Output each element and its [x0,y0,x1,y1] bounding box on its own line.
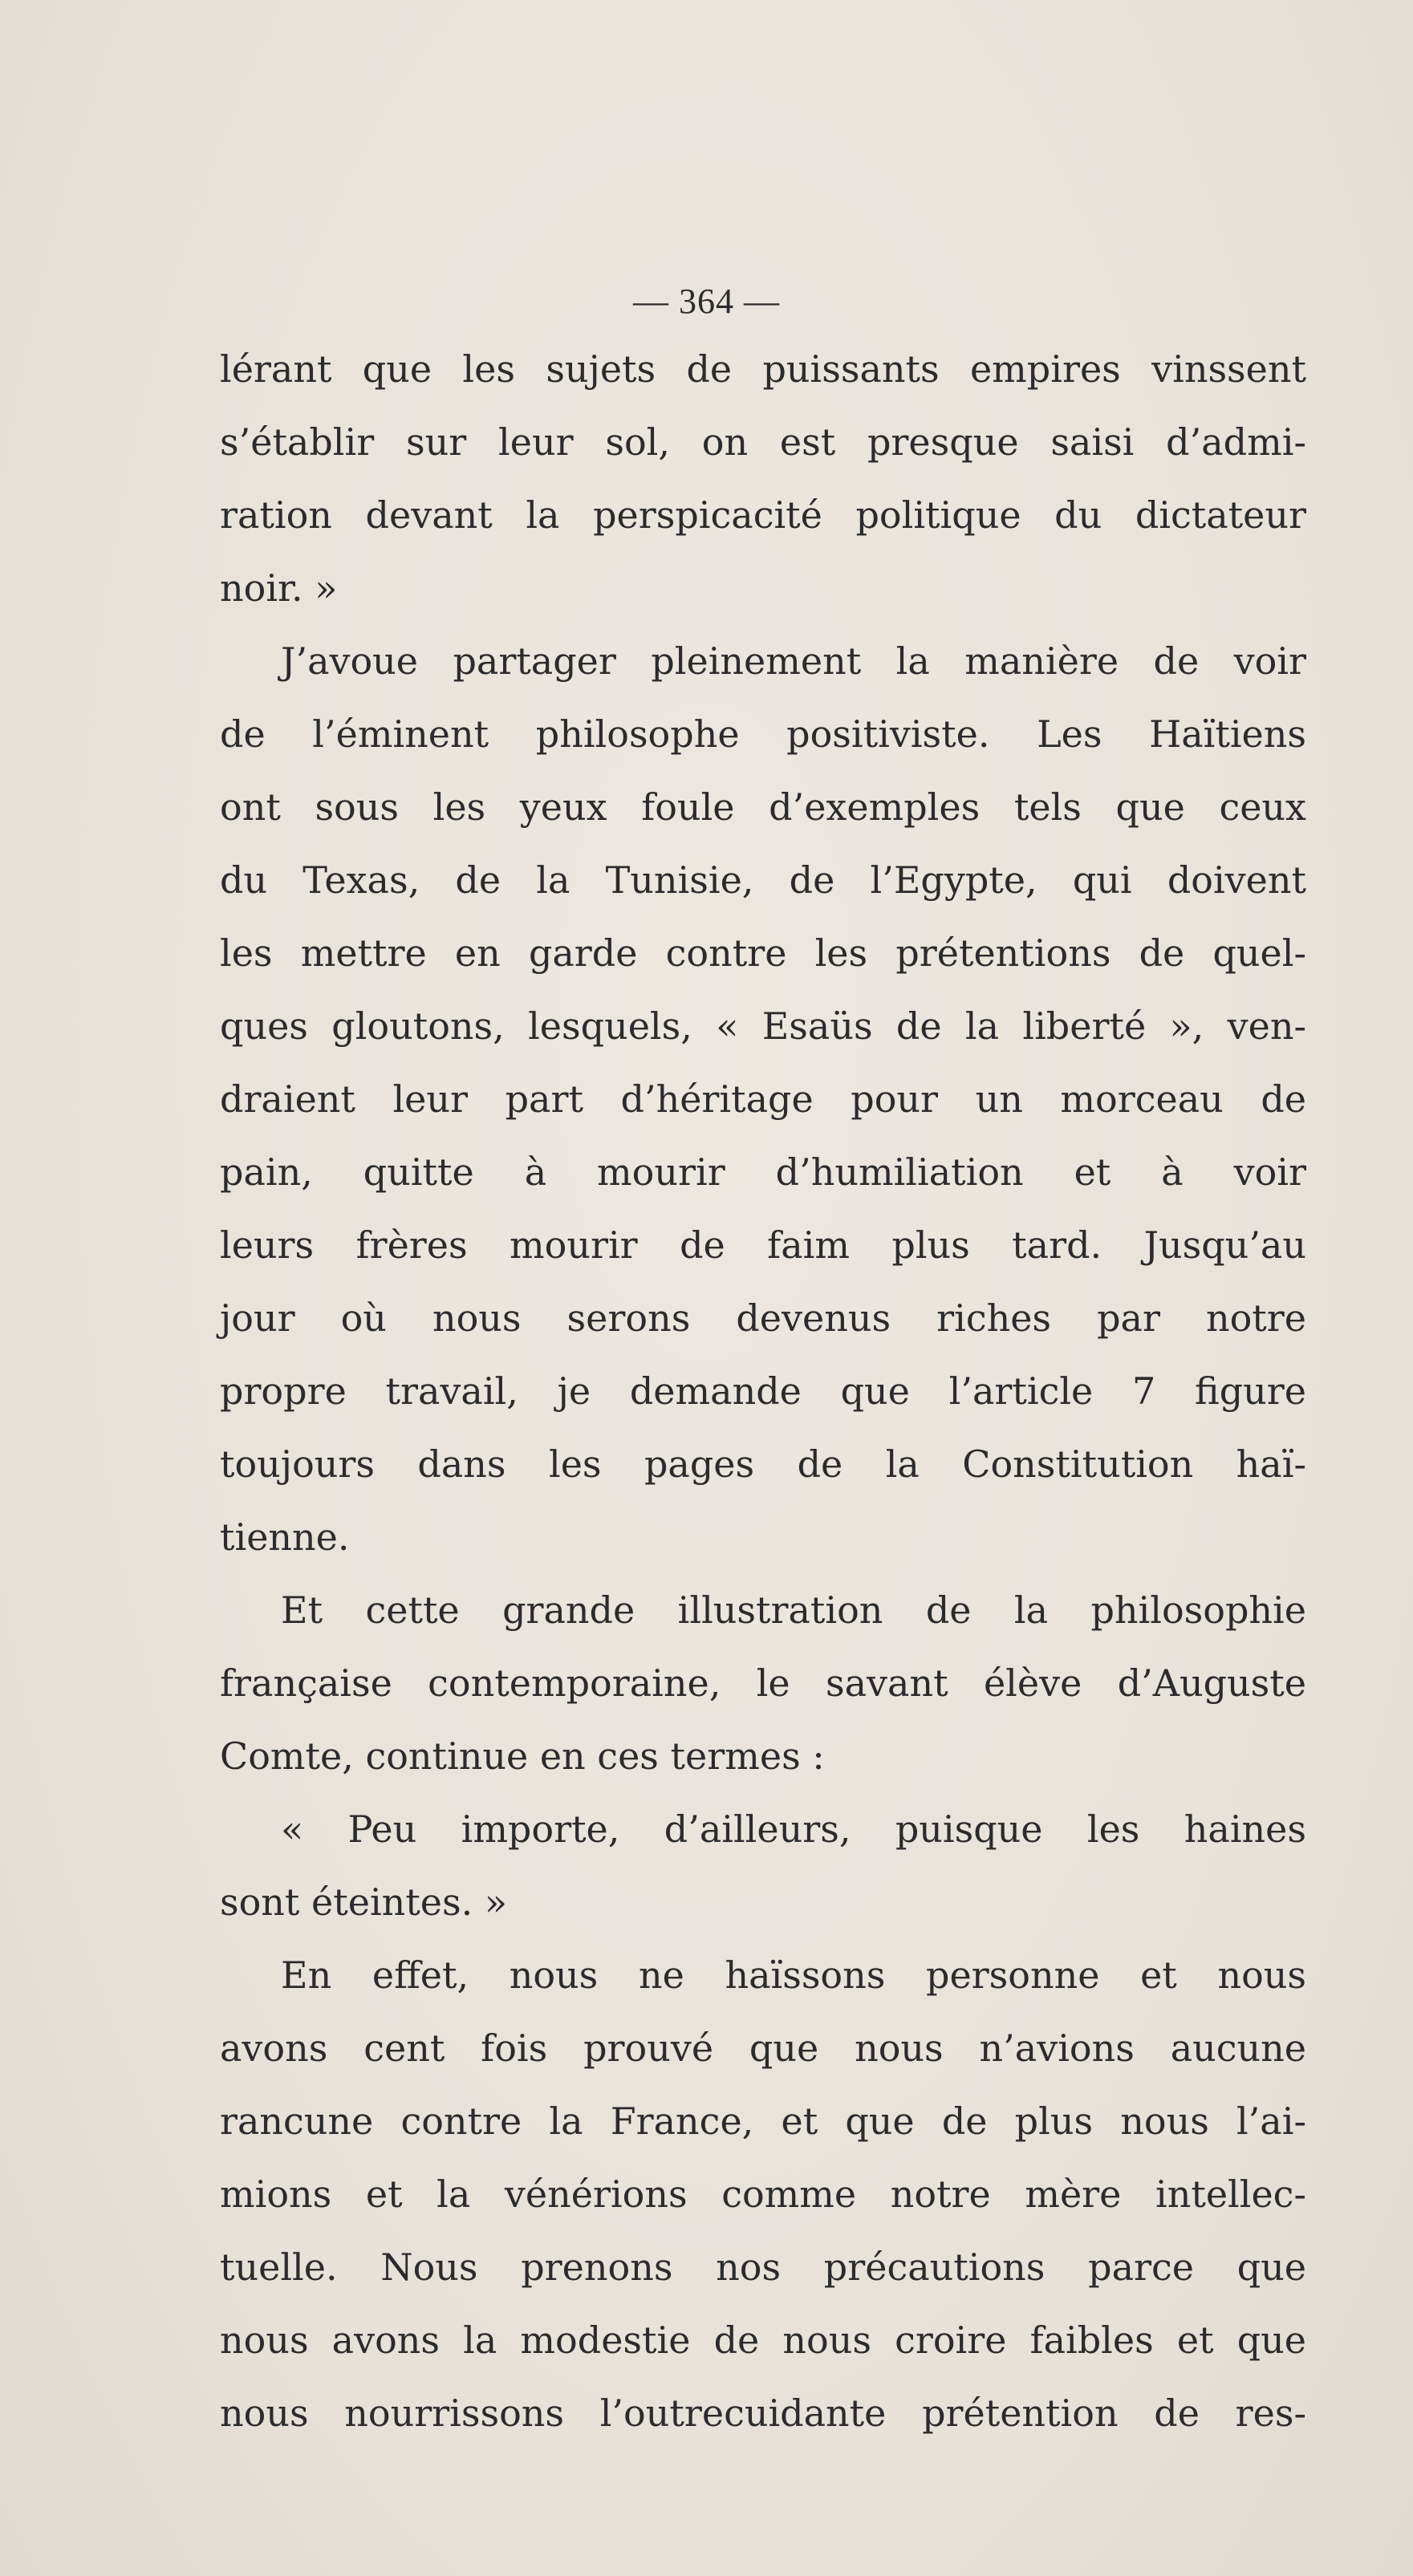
text-line: leurs frères mourir de faim plus tard. Jusqu’au [220,1223,1306,1267]
text-line: mions et la vénérions comme notre mère intellec- [220,2172,1306,2216]
text-line: jour où nous serons devenus riches par notre [220,1296,1306,1340]
text-line: s’établir sur leur sol, on est presque saisi d’admi- [220,420,1306,464]
text-line: sont éteintes. » [220,1880,508,1924]
text-line: tienne. [220,1515,350,1559]
text-line: En effet, nous ne haïssons personne et nous [281,1953,1306,1997]
page-number: — 364 — [633,282,780,321]
text-line: Comte, continue en ces termes : [220,1734,825,1778]
text-line: ration devant la perspicacité politique du dictateur [220,493,1306,537]
text-line: ques gloutons, lesquels, « Esaüs de la liberté », ven- [220,1004,1306,1048]
text-line: nous nourrissons l’outrecuidante prétention de res- [220,2391,1306,2435]
text-line: « Peu importe, d’ailleurs, puisque les haines [281,1807,1306,1851]
text-line: rancune contre la France, et que de plus nous l’ai- [220,2099,1306,2143]
text-line: nous avons la modestie de nous croire faibles et que [220,2318,1306,2362]
text-line: du Texas, de la Tunisie, de l’Egypte, qui doivent [220,858,1306,902]
text-line: ont sous les yeux foule d’exemples tels que ceux [220,785,1306,829]
text-line: de l’éminent philosophe positiviste. Les Haïtiens [220,712,1306,756]
text-line: propre travail, je demande que l’article 7 figure [220,1369,1306,1413]
text-line: avons cent fois prouvé que nous n’avions aucune [220,2026,1306,2070]
text-line: noir. » [220,566,338,610]
text-line: J’avoue partager pleinement la manière de voir [281,639,1306,683]
text-line: française contemporaine, le savant élève d’Auguste [220,1661,1306,1705]
body-text [220,333,1306,2450]
text-line: pain, quitte à mourir d’humiliation et à voir [220,1150,1306,1194]
text-line: toujours dans les pages de la Constitution haï- [220,1442,1306,1486]
text-line: lérant que les sujets de puissants empires vinssent [220,347,1306,391]
text-line: tuelle. Nous prenons nos précautions parce que [220,2245,1306,2289]
text-line: draient leur part d’héritage pour un morceau de [220,1077,1306,1121]
text-line: les mettre en garde contre les prétentions de quel- [220,931,1306,975]
text-line: Et cette grande illustration de la philosophie [281,1588,1306,1632]
